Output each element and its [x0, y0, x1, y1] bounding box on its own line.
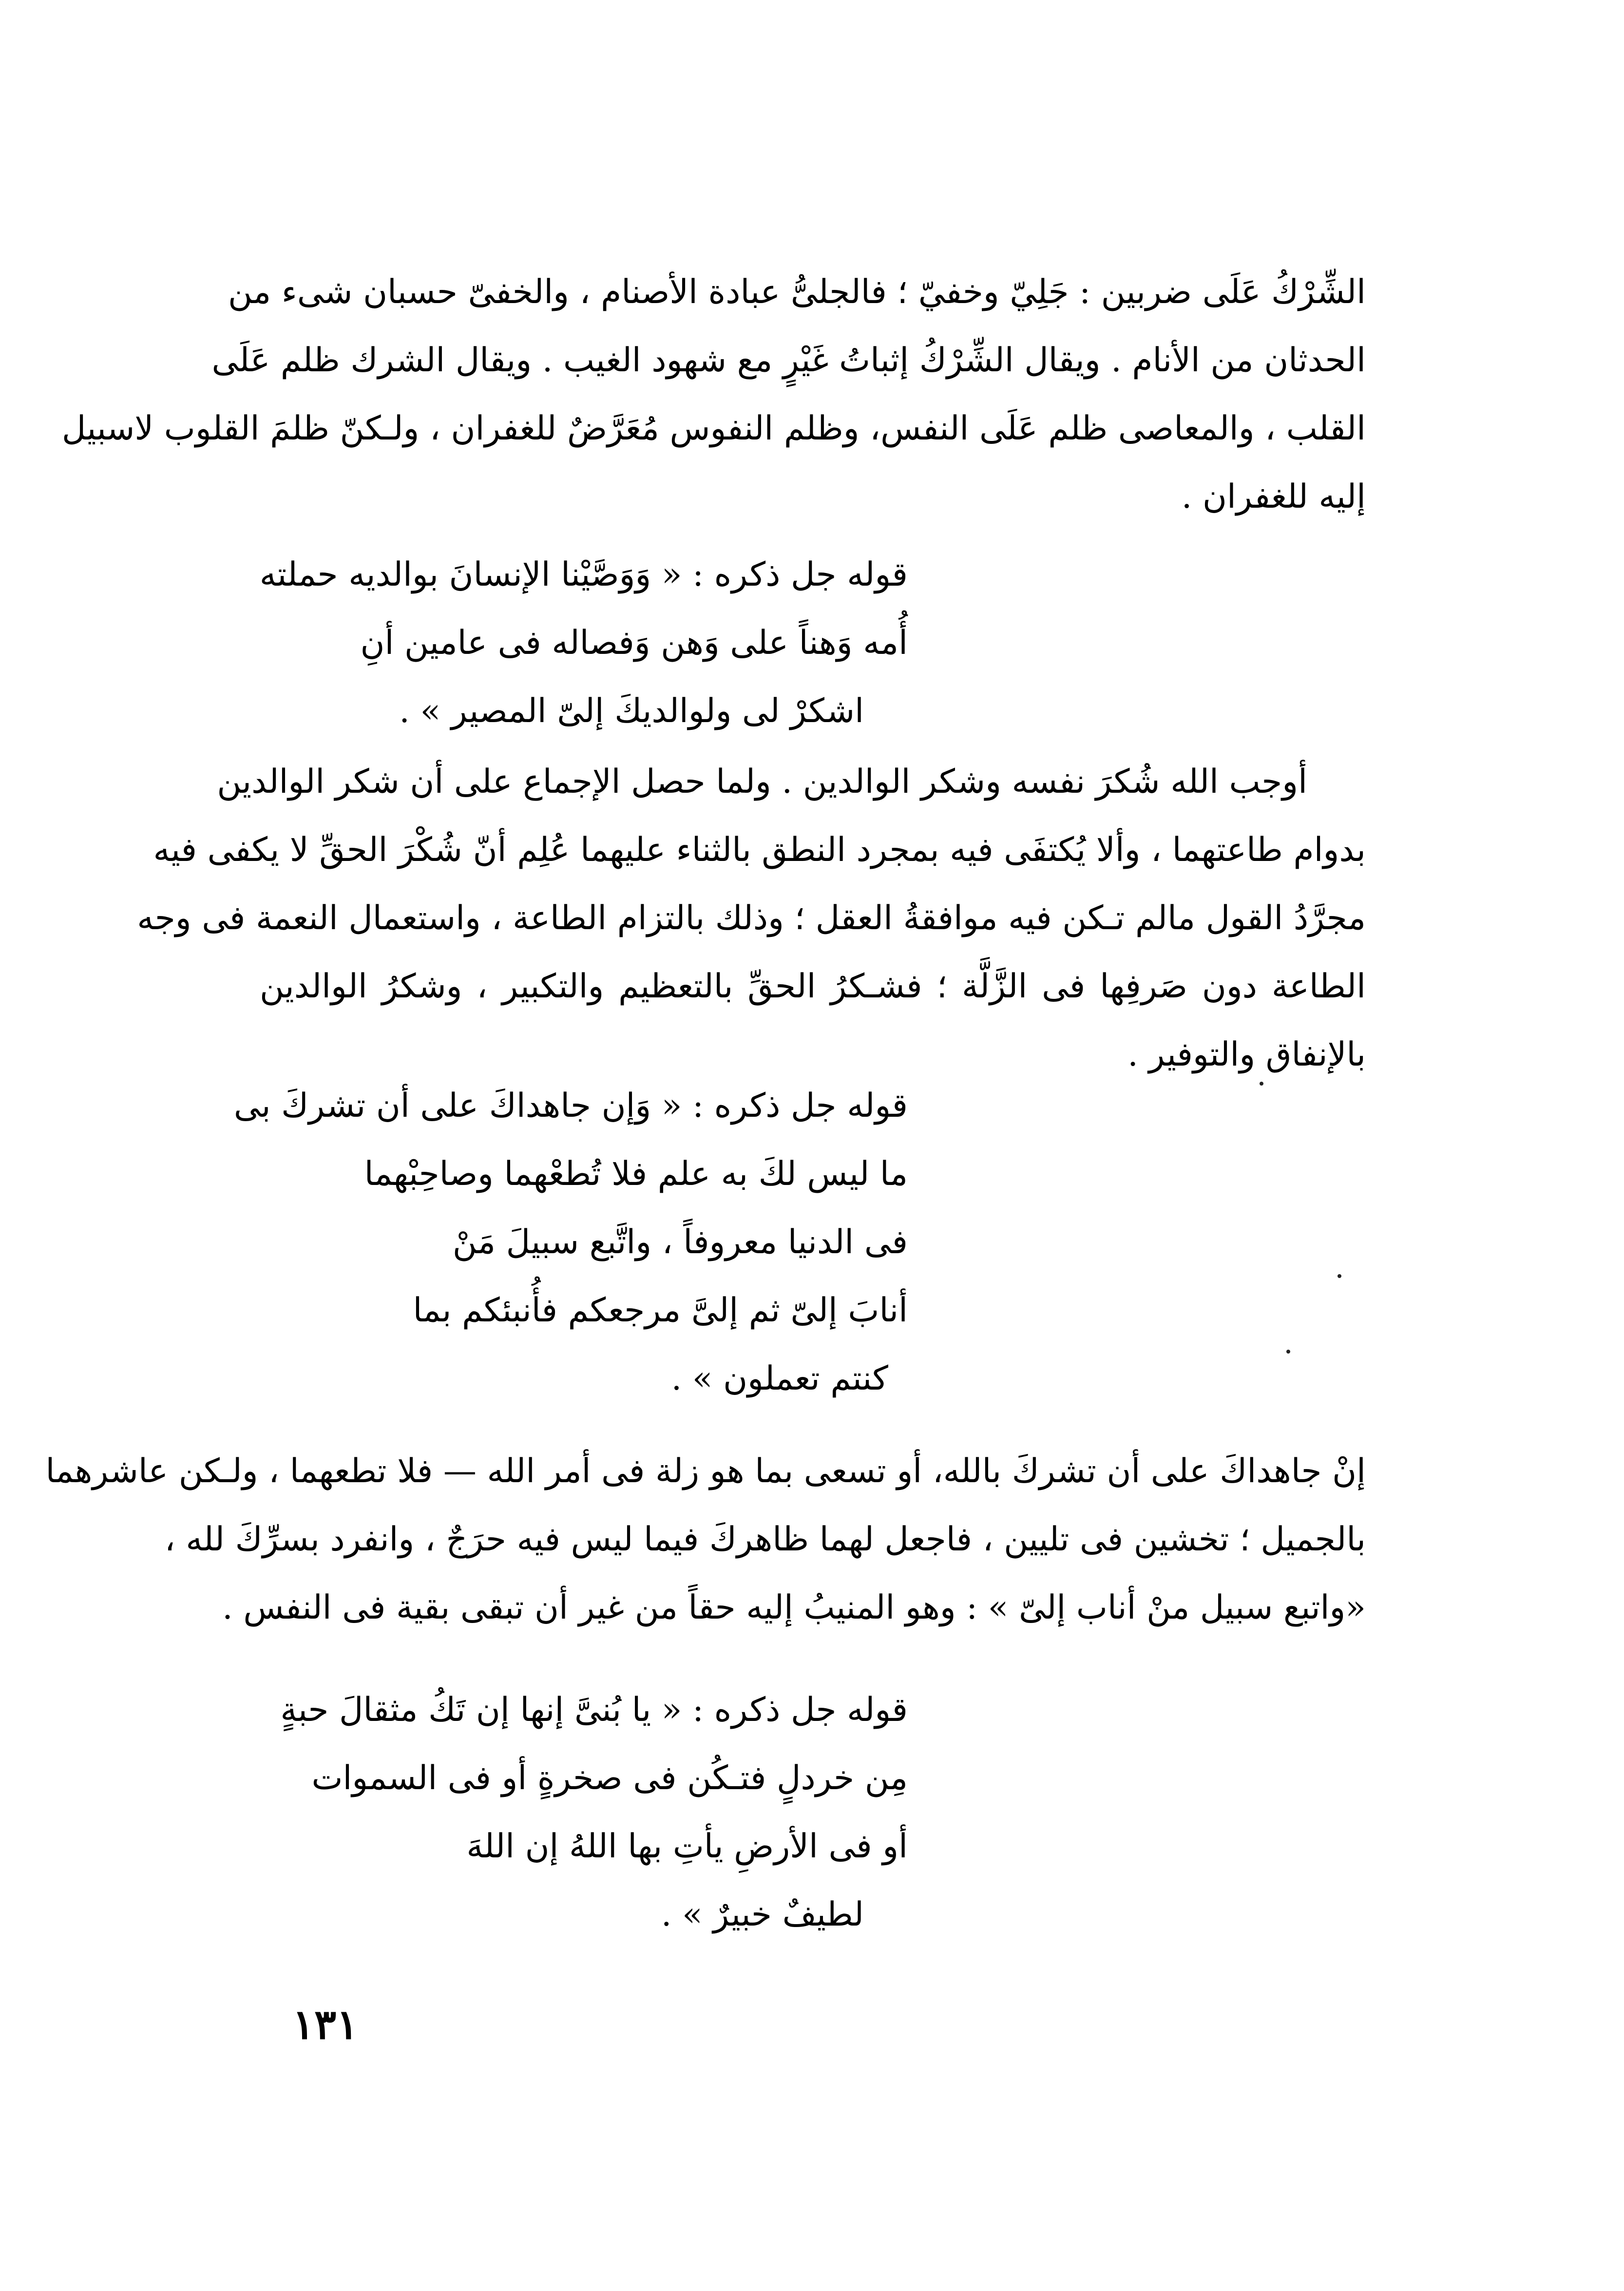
verse-line: ما ليس لكَ به علم فلا تُطعْهما وصاحِبْهما [364, 1155, 908, 1193]
verse-line: كنتم تعملون » . [671, 1359, 888, 1398]
text-line: إليه للغفران . [1181, 477, 1366, 516]
verse-line: قوله جل ذكره : « وَوَصَّيْنا الإنسانَ بوالديه حملته [259, 555, 908, 594]
text-line: الحدثان من الأنام . ويقال الشِّرْكُ إثباتُ غَيْرٍ مع شهود الغيب . ويقال الشرك ظلم عَلَى [211, 341, 1366, 380]
scan-speck [1337, 1274, 1341, 1278]
verse-line: فى الدنيا معروفاً ، واتَّبع سبيلَ مَنْ [452, 1223, 908, 1261]
text-line: القلب ، والمعاصى ظلم عَلَى النفس، وظلم النفوس مُعَرَّضٌ للغفران ، ولـكنّ ظلمَ القلوب لاسبيل [61, 409, 1366, 448]
quran-verse-2 [234, 1072, 908, 1413]
text-line: «واتبع سبيل منْ أناب إلىّ » : وهو المنيبُ إليه حقاً من غير أن تبقى بقية فى النفس . [222, 1588, 1366, 1627]
verse-line: قوله جل ذكره : « يا بُنىَّ إنها إن تَكُ مثقالَ حبةٍ [280, 1691, 908, 1729]
quran-verse-1 [260, 541, 908, 745]
verse-line: لطيفٌ خبيرٌ » . [661, 1895, 864, 1934]
paragraph-1 [61, 258, 1366, 531]
text-line: الطاعة دون صَرفِها فى الزَّلَّة ؛ فشـكرُ الحقِّ بالتعظيم والتكبير ، وشكرُ الوالدين [260, 967, 1366, 1006]
text-line: بالإنفاق والتوفير . [1127, 1035, 1366, 1074]
verse-line: أنابَ إلىّ ثم إلىَّ مرجعكم فأُنبئكم بما [413, 1291, 908, 1330]
verse-line: اشكرْ لى ولوالديكَ إلىّ المصير » . [399, 692, 864, 730]
scan-speck [1260, 1082, 1263, 1086]
text-line: إنْ جاهداكَ على أن تشركَ بالله، أو تسعى بما هو زلة فى أمر الله — فلا تطعهما ، ولـكن عاشرهما [45, 1452, 1366, 1490]
verse-line: قوله جل ذكره : « وَإن جاهداكَ على أن تشركَ بى [233, 1087, 908, 1125]
text-line: الشِّرْكُ عَلَى ضربين : جَلِيّ وخفيّ ؛ فالجلىُّ عبادة الأصنام ، والخفىّ حسبان شىء من [228, 273, 1366, 311]
text-line: مجرَّدُ القول مالم تـكن فيه موافقةُ العقل ؛ وذلك بالتزام الطاعة ، واستعمال النعمة فى وجه [137, 899, 1366, 937]
verse-line: أُمه وَهناً على وَهن وَفصاله فى عامين أنِ [360, 624, 908, 662]
page-number: ١٣١ [292, 2000, 359, 2048]
paragraph-2 [137, 748, 1366, 1089]
text-line: أوجب الله شُكرَ نفسه وشكر الوالدين . ولما حصل الإجماع على أن شكر الوالدين [217, 763, 1307, 801]
text-line: بالجميل ؛ تخشين فى تليين ، فاجعل لهما ظاهركَ فيما ليس فيه حرَجٌ ، وانفرد بسرِّكَ لله ، [164, 1520, 1366, 1559]
quran-verse-3 [280, 1676, 908, 1949]
verse-line: أو فى الأرضِ يأتِ بها اللهُ إن اللهَ [466, 1827, 908, 1866]
scan-speck [1286, 1350, 1290, 1354]
text-line: بدوام طاعتهما ، وألا يُكتفَى فيه بمجرد النطق بالثناء عليهما عُلِم أنّ شُكْرَ الحقِّ لا يكفى فيه [153, 831, 1366, 869]
paragraph-3 [45, 1437, 1366, 1642]
verse-line: مِن خردلٍ فتـكُن فى صخرةٍ أو فى السموات [311, 1759, 908, 1797]
